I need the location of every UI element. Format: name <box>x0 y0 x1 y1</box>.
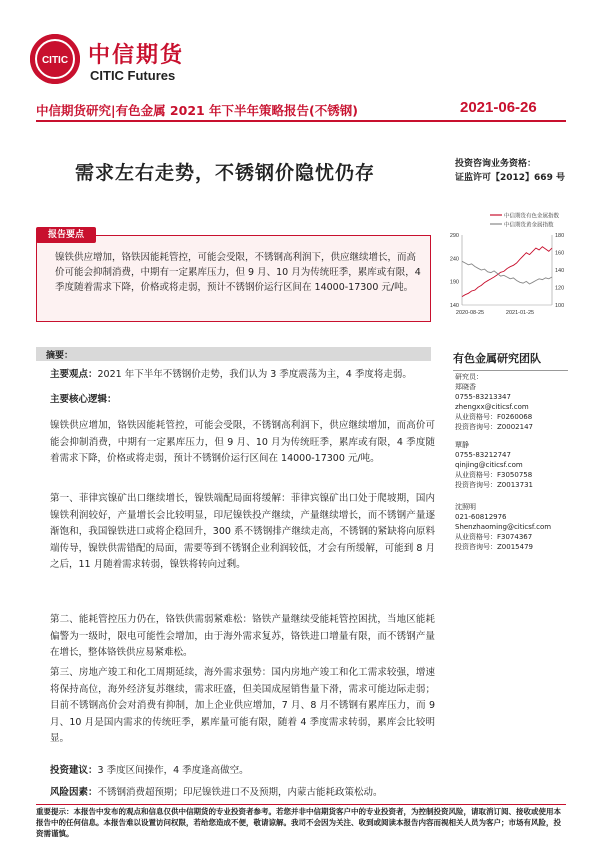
researcher-card <box>455 372 575 432</box>
header-divider <box>36 120 566 122</box>
y-right-tick-label: 160 <box>555 250 565 257</box>
researcher-card <box>455 440 575 490</box>
key-points-tag: 报告要点 <box>36 227 96 243</box>
index-chart-svg <box>440 205 580 320</box>
logic-label: 主要核心逻辑： <box>50 394 117 405</box>
investment-advice <box>50 763 435 780</box>
logo-chinese-name: 中信期货 <box>88 43 185 68</box>
logo-english-name: CITIC Futures <box>90 68 176 83</box>
y-left-tick-label: 140 <box>449 303 459 309</box>
logic-heading <box>50 392 435 409</box>
point-three-paragraph: 第三、房地产竣工和化工周期延续，海外需求强势：国内房地产竣工和化工需求较强，增速将保持高位，海外经济复苏继续，需求旺盛，但美国成屋销售量下滑，需求可能边际走弱；目前不锈钢高价会对消费有抑制，加上企业供应增加，7 月、8 月不锈钢有累库压力，而 9 月、10 月是国内需求的传统旺季，累库量可能有限，随着 4 季度需求转弱，累库会比较明显。 <box>50 667 435 744</box>
risk-text: 不锈钢消费超预期；印尼镍铁进口不及预期，内蒙古能耗政策松动。 <box>97 787 383 798</box>
footer-divider <box>36 804 566 805</box>
x-tick-label: 2020-08-25 <box>455 310 485 316</box>
legend-label: 中信期货有色金属指数 <box>504 213 560 220</box>
researcher-card <box>455 502 575 552</box>
logo-mark <box>30 34 80 84</box>
legend-label: 中信期货黄金属指数 <box>504 222 554 229</box>
y-left-tick-label: 240 <box>449 256 459 263</box>
logo-ring-icon <box>30 34 80 84</box>
point-two-paragraph: 第二、能耗管控压力仍在，铬铁供需弱紧难松：铬铁产量继续受能耗管控困扰，当地区能耗偏警为一级时，限电可能性会增加，由于海外需求复苏，铬铁进口增量有限，而不锈钢产量在增长，整体铬铁供应易紧难松。 <box>50 614 435 658</box>
researcher-cert: 从业资格号：F0260068 <box>455 413 533 421</box>
disclaimer: 重要提示：本报告中发布的观点和信息仅供中信期货的专业投资者参考。若您并非中信期货客户中的专业投资者，为控制投资风险，请取消订阅、接收或使用本报告中的任何信息。本报告难以设置访问权限，若给您造成不便，敬请谅解。我司不会因为关注、收到或阅读本报告内容而视相关人员为客户；市场有风险，投资需谨慎。 <box>36 807 561 838</box>
y-right-tick-label: 120 <box>555 285 565 292</box>
x-tick-label: 2021-01-25 <box>505 310 535 316</box>
y-right-tick-label: 140 <box>555 268 565 274</box>
summary-bar <box>36 347 431 361</box>
researcher-phone: 021-60812976 <box>455 513 507 521</box>
y-right-tick-label: 180 <box>555 233 565 239</box>
page-title: 需求左右走势，不锈钢价隐忧仍存 <box>75 162 376 184</box>
index-chart <box>440 205 580 320</box>
license-info <box>455 157 565 185</box>
team-divider <box>453 370 568 371</box>
main-view-text: 2021 年下半年不锈钢价走势，我们认为 3 季度震荡为主，4 季度将走弱。 <box>97 369 412 380</box>
investment-label: 投资建议： <box>50 765 98 776</box>
series-line <box>462 261 552 284</box>
researcher-cert: 投资咨询号：Z0013731 <box>455 481 533 489</box>
researcher-phone: 0755-83212747 <box>455 451 511 459</box>
license-line-1: 投资咨询业务资格： <box>455 159 537 169</box>
main-view-label: 主要观点： <box>50 369 98 380</box>
researcher-role: 研究员： <box>455 373 483 381</box>
key-points-text: 镍铁供应增加，铬铁因能耗管控，可能会受限，不锈钢高利润下，供应继续增长，而高价可能会抑制消费，中期有一定累库压力，但 9 月、10 月为传统旺季，累库或有限，4 季度随着需求下降，价格或将走弱，预计不锈钢价运行区间在 14000-17300 元/吨。 <box>55 252 421 293</box>
y-left-tick-label: 290 <box>449 233 459 239</box>
researcher-cert: 从业资格号：F3050758 <box>455 471 533 479</box>
summary-label: 摘要： <box>46 351 74 361</box>
researcher-email[interactable]: qinjing@citicsf.com <box>455 461 523 469</box>
investment-text: 3 季度区间操作，4 季度逢高做空。 <box>97 765 249 776</box>
researcher-cert: 从业资格号：F3074367 <box>455 533 533 541</box>
risk-label: 风险因素： <box>50 787 98 798</box>
report-date: 2021-06-26 <box>460 99 537 116</box>
y-right-tick-label: 100 <box>555 303 565 309</box>
researcher-cert: 投资咨询号：Z0002147 <box>455 423 533 431</box>
svg-text:CITIC: CITIC <box>41 55 69 66</box>
researcher-name: 覃静 <box>455 441 469 449</box>
y-left-tick-label: 190 <box>449 279 459 286</box>
researcher-email[interactable]: zhengxx@citicsf.com <box>455 403 529 411</box>
logic-paragraph: 镍铁供应增加，铬铁因能耗管控，可能会受限，不锈钢高利润下，供应继续增加，而高价可能会抑制消费，中期有一定累库压力，但 9 月、10 月为传统旺季，累库或有限，4 季度随着需求下降，价格或将走弱，预计不锈钢价运行区间在 14000-17300 元/吨。 <box>50 420 435 464</box>
team-title: 有色金属研究团队 <box>453 352 541 365</box>
point-one-paragraph: 第一、菲律宾镍矿出口继续增长，镍铁端配局面将缓解：菲律宾镍矿出口处于爬坡期，国内镍铁利润较好，产量增长会比较明显，印尼镍铁投产继续，产量继续增长，而不锈钢产量逐渐饱和，我国镍铁进口或将企稳回升，300 系不锈钢排产继续走高，不锈钢的紧缺将向原料端传导，镍铁供需错配的局面，需要等到不锈钢企业利润较低，才会有所缓解，可能到 8 月之后，11 月随着需求转弱，镍铁将转向过剩。 <box>50 493 435 570</box>
researcher-email[interactable]: Shenzhaoming@citicsf.com <box>455 523 552 531</box>
researcher-name: 沈照明 <box>455 503 476 511</box>
series-line <box>462 247 552 297</box>
report-series-title: 中信期货研究|有色金属 2021 年下半年策略报告(不锈钢) <box>36 103 358 118</box>
company-logo <box>30 30 190 90</box>
researcher-cert: 投资咨询号：Z0015479 <box>455 543 533 551</box>
license-line-2: 证监许可【2012】669 号 <box>455 173 565 183</box>
researcher-phone: 0755-83213347 <box>455 393 511 401</box>
risk-factors <box>50 785 435 802</box>
researcher-name: 郑晓香 <box>455 383 476 391</box>
main-view <box>50 367 435 384</box>
